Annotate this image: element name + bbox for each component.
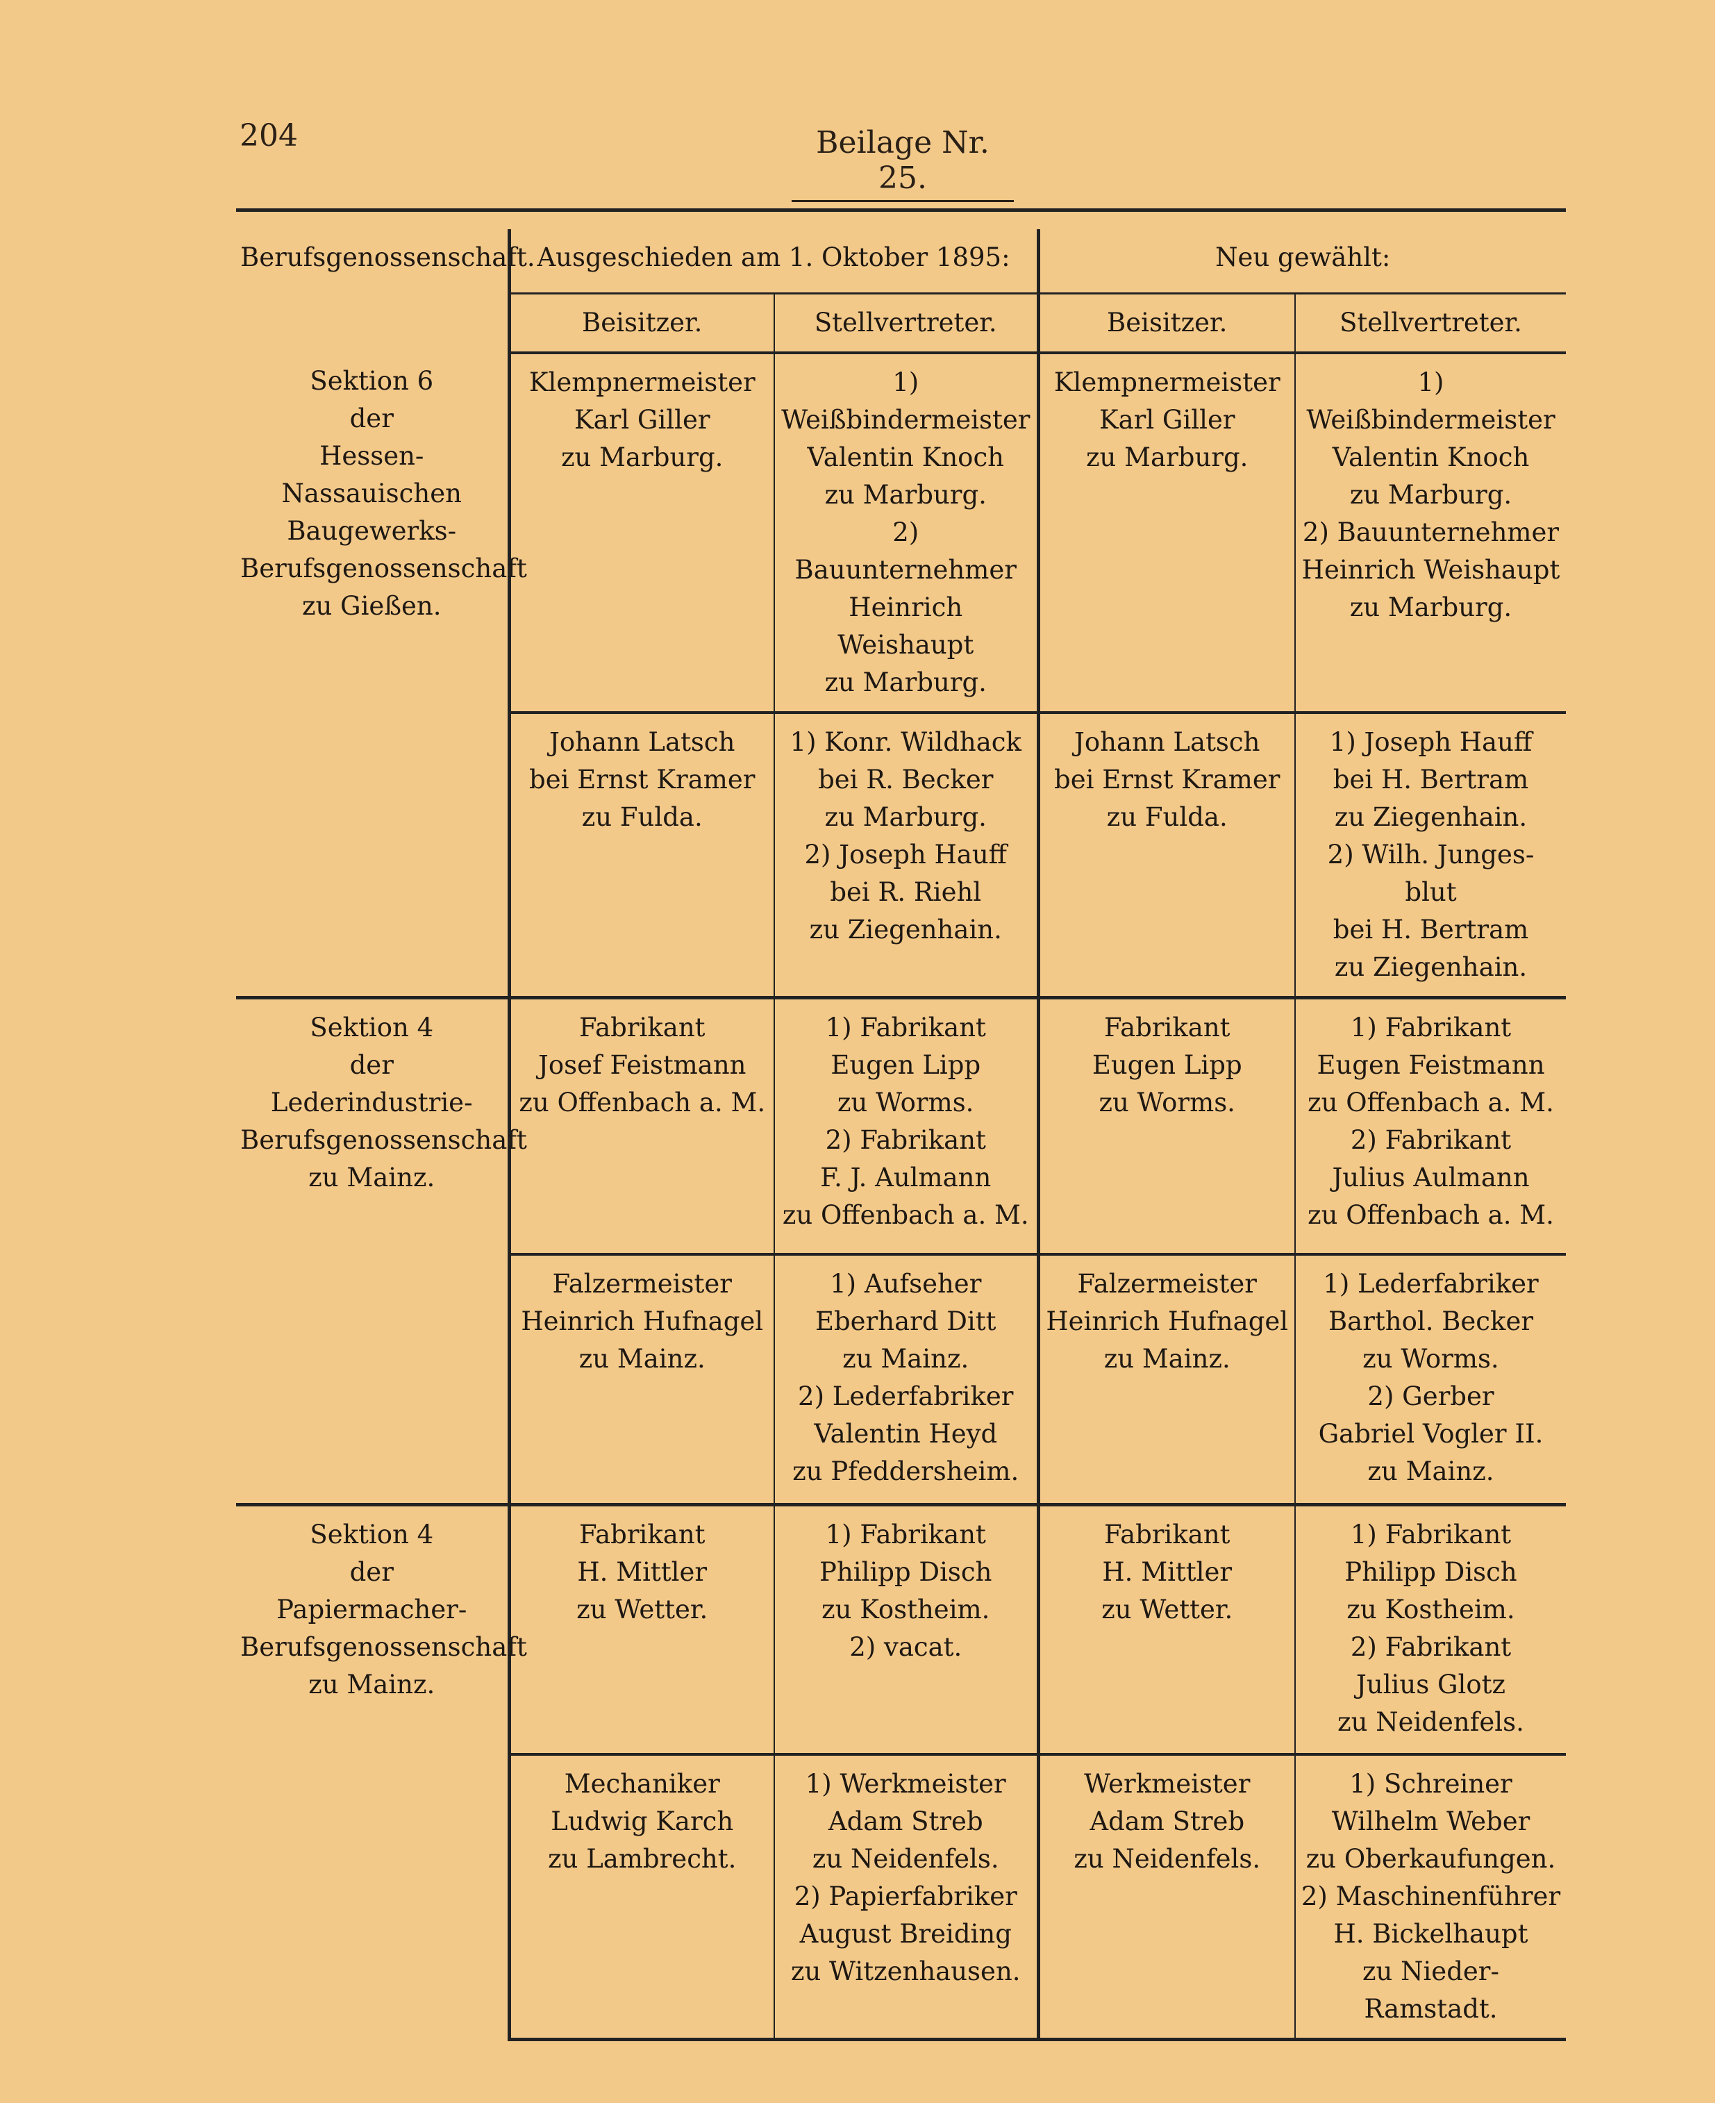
retired-member-cell: Mechaniker Ludwig Karch zu Lambrecht.	[509, 1754, 774, 2040]
page-number: 204	[240, 118, 298, 153]
retired-deputy-cell: 1) Aufseher Eberhard Ditt zu Mainz. 2) Lederfabriker Valentin Heyd zu Pfeddersheim.	[774, 1254, 1038, 1504]
elected-member-cell: Fabrikant H. Mittler zu Wetter.	[1038, 1504, 1295, 1754]
elected-deputy-cell: 1) Schreiner Wilhelm Weber zu Oberkaufungen. 2) Maschinenführer H. Bickelhaupt zu Nieder-Ramstadt.	[1295, 1754, 1566, 2040]
table-row	[236, 353, 1566, 713]
elected-member-cell: Fabrikant Eugen Lipp zu Worms.	[1038, 997, 1295, 1254]
header-elected: Neu gewählt:	[1038, 229, 1566, 293]
elected-deputy-cell: 1) Fabrikant Philipp Disch zu Kostheim. 2) Fabrikant Julius Glotz zu Neidenfels.	[1295, 1504, 1566, 1754]
retired-member-cell: Fabrikant Josef Feistmann zu Offenbach a. M.	[509, 997, 774, 1254]
table-row	[236, 1504, 1566, 1754]
table-row	[236, 997, 1566, 1254]
retired-member-cell: Klempnermeister Karl Giller zu Marburg.	[509, 353, 774, 713]
elected-member-cell: Johann Latsch bei Ernst Kramer zu Fulda.	[1038, 713, 1295, 998]
header-retired: Ausgeschieden am 1. Oktober 1895:	[509, 229, 1038, 293]
elected-member-cell: Falzermeister Heinrich Hufnagel zu Mainz.	[1038, 1254, 1295, 1504]
retired-deputy-cell: 1) Weißbindermeister Valentin Knoch zu Marburg. 2) Bauunternehmer Heinrich Weishaupt zu Marburg.	[774, 353, 1038, 713]
table-top-rule	[236, 208, 1566, 212]
association-cell: Sektion 4 der Papiermacher- Berufsgenossenschaft zu Mainz.	[236, 1504, 509, 2040]
header-association: Berufsgenossenschaft.	[236, 229, 509, 353]
retired-deputy-cell: 1) Fabrikant Philipp Disch zu Kostheim. 2) vacat.	[774, 1504, 1038, 1754]
header-retired-deputy: Stellvertreter.	[774, 293, 1038, 353]
elected-member-cell: Klempnermeister Karl Giller zu Marburg.	[1038, 353, 1295, 713]
elected-deputy-cell: 1) Lederfabriker Barthol. Becker zu Worms. 2) Gerber Gabriel Vogler II. zu Mainz.	[1295, 1254, 1566, 1504]
header-elected-member: Beisitzer.	[1038, 293, 1295, 353]
page-header: Beilage Nr. 25.	[792, 125, 1014, 202]
header-elected-deputy: Stellvertreter.	[1295, 293, 1566, 353]
retired-member-cell: Falzermeister Heinrich Hufnagel zu Mainz.	[509, 1254, 774, 1504]
retired-member-cell: Johann Latsch bei Ernst Kramer zu Fulda.	[509, 713, 774, 998]
association-cell: Sektion 6 der Hessen-Nassauischen Baugewerks- Berufsgenossenschaft zu Gießen.	[236, 353, 509, 998]
elected-member-cell: Werkmeister Adam Streb zu Neidenfels.	[1038, 1754, 1295, 2040]
association-cell: Sektion 4 der Lederindustrie- Berufsgenossenschaft zu Mainz.	[236, 997, 509, 1504]
retired-deputy-cell: 1) Konr. Wildhack bei R. Becker zu Marburg. 2) Joseph Hauff bei R. Riehl zu Ziegenhain.	[774, 713, 1038, 998]
retired-deputy-cell: 1) Werkmeister Adam Streb zu Neidenfels. 2) Papierfabriker August Breiding zu Witzenhausen.	[774, 1754, 1038, 2040]
header-retired-member: Beisitzer.	[509, 293, 774, 353]
election-table	[236, 229, 1566, 2041]
elected-deputy-cell: 1) Fabrikant Eugen Feistmann zu Offenbach a. M. 2) Fabrikant Julius Aulmann zu Offenbach a. M.	[1295, 997, 1566, 1254]
elected-deputy-cell: 1) Weißbindermeister Valentin Knoch zu Marburg. 2) Bauunternehmer Heinrich Weishaupt zu Marburg.	[1301, 367, 1560, 622]
retired-deputy-cell: 1) Fabrikant Eugen Lipp zu Worms. 2) Fabrikant F. J. Aulmann zu Offenbach a. M.	[774, 997, 1038, 1254]
retired-member-cell: Fabrikant H. Mittler zu Wetter.	[509, 1504, 774, 1754]
elected-deputy-cell: 1) Joseph Hauff bei H. Bertram zu Ziegenhain. 2) Wilh. Junges- blut bei H. Bertram zu Ziegenhain.	[1295, 713, 1566, 998]
